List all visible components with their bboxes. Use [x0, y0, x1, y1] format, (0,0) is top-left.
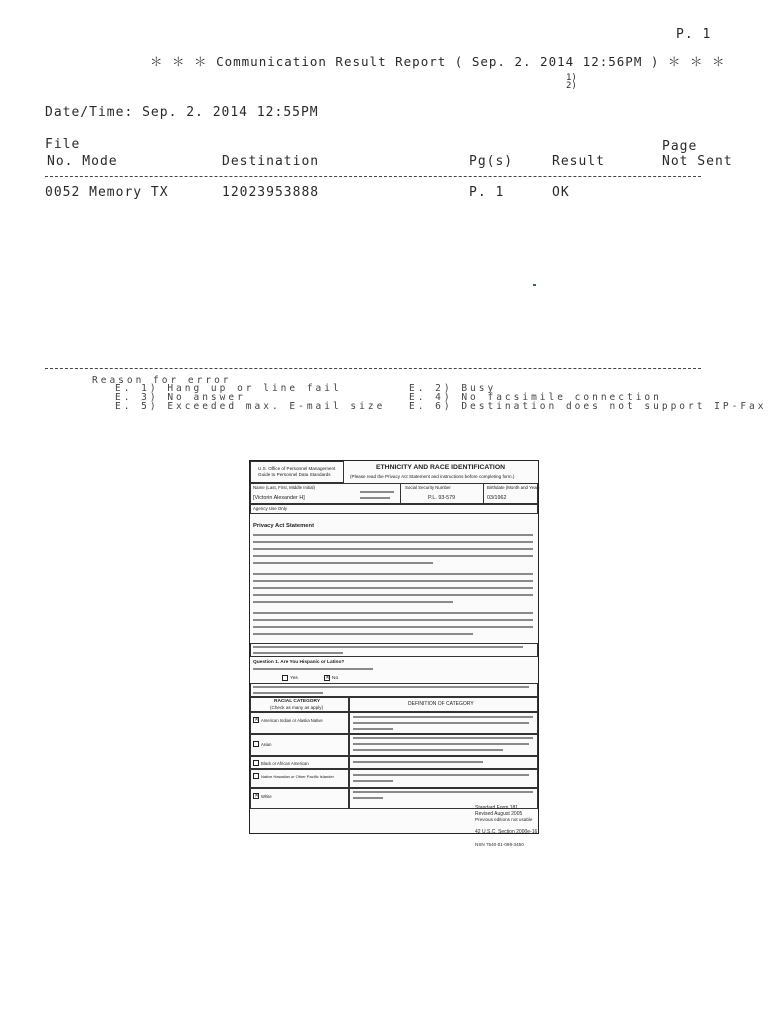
row-result: OK — [552, 185, 570, 200]
form-title: ETHNICITY AND RACE IDENTIFICATION — [376, 464, 506, 471]
race-def-hawaiian-1 — [353, 774, 529, 776]
birth-label: Birthdate (Month and Year) — [487, 485, 540, 490]
col-not-sent: Not Sent — [662, 154, 733, 169]
header-divider — [45, 176, 701, 177]
report-title: ＊ ＊ ＊ Communication Result Report ( Sep. 2. 2014 12:56PM ) ＊ ＊ ＊ — [150, 54, 726, 69]
form-footer-2: Revised August 2005 — [475, 811, 523, 817]
privacy-text-6 — [253, 573, 533, 575]
name-label: Name (Last, First, Middle Initial) — [253, 485, 315, 490]
race-label-asian: Asian — [261, 742, 272, 747]
privacy-text-14 — [253, 633, 473, 635]
form-subtitle: (Please read the Privacy Act Statement and instructions before completing form.) — [350, 474, 515, 479]
form-footer-3: Previous editions not usable — [475, 817, 533, 822]
question-2-text-2 — [253, 692, 323, 694]
row-no-mode: 0052 Memory TX — [45, 185, 169, 200]
col-result: Result — [552, 154, 605, 169]
reason-e5: E. 5) Exceeded max. E-mail size — [115, 401, 386, 412]
ethnicity-race-form — [249, 460, 539, 834]
form-footer-5: NSN 7540-01-099-3450 — [475, 842, 524, 847]
col-file: File — [45, 137, 81, 152]
race-def-asian-3 — [353, 749, 503, 751]
race-def-white-2 — [353, 797, 383, 799]
race-def-american-indian-1 — [353, 716, 533, 718]
race-row-rule-2 — [250, 755, 538, 757]
race-label-white: White — [261, 794, 272, 799]
privacy-text-8 — [253, 587, 533, 589]
side-mark-1: 1) — [566, 73, 577, 83]
race-checkbox-asian — [253, 741, 259, 747]
privacy-text-13 — [253, 626, 533, 628]
reason-e4: E. 4) No facsimile connection — [409, 392, 662, 403]
race-label-american-indian: American Indian or Alaska Native — [261, 718, 323, 723]
race-def-american-indian-2 — [353, 722, 529, 724]
q1-yes-checkbox — [282, 675, 288, 681]
privacy-heading: Privacy Act Statement — [253, 523, 315, 529]
race-checkbox-american-indian: × — [254, 716, 260, 723]
reason-e6: E. 6) Destination does not support IP-Fax — [409, 401, 767, 412]
col-pages: Pg(s) — [469, 154, 514, 169]
footer-divider — [45, 368, 701, 369]
race-row-rule-1 — [250, 733, 538, 735]
privacy-text-3 — [253, 548, 533, 550]
q1-yes-label: Yes — [290, 676, 298, 681]
instructions-text-1 — [253, 646, 523, 648]
question-1-text — [253, 668, 373, 670]
privacy-text-5 — [253, 562, 433, 564]
racial-category-sub: (Check as many as apply) — [270, 705, 324, 710]
race-def-black-1 — [353, 761, 483, 763]
col-destination: Destination — [222, 154, 320, 169]
race-def-american-indian-3 — [353, 728, 393, 730]
agency-line-1: U.S. Office of Personnel Management — [258, 466, 336, 471]
name-value: [Victorin Alexander H] — [253, 495, 305, 501]
ssn-value: P.L. 93-579 — [428, 495, 456, 501]
row-destination: 12023953888 — [222, 185, 320, 200]
race-checkbox-white: × — [254, 792, 260, 799]
side-mark-2: 2) — [566, 81, 577, 91]
form-footer-4: 42 U.S.C. Section 2000e-16 — [475, 829, 538, 835]
ssn-label: Social Security Number — [405, 485, 451, 490]
privacy-text-4 — [253, 555, 533, 557]
privacy-text-7 — [253, 580, 533, 582]
agency-line-2: Guide to Personnel Data Standards — [258, 472, 331, 477]
race-table-header-rule — [250, 711, 538, 713]
race-checkbox-hawaiian — [253, 773, 259, 779]
privacy-text-1 — [253, 534, 533, 536]
scan-speck — [533, 284, 536, 286]
privacy-text-9 — [253, 594, 533, 596]
question-1: Question 1. Are You Hispanic or Latino? — [253, 660, 345, 665]
privacy-text-10 — [253, 601, 453, 603]
birth-value: 03/1962 — [487, 495, 507, 501]
race-label-hawaiian: Native Hawaiian or Other Pacific Islander — [261, 774, 334, 779]
page-number: P. 1 — [676, 27, 712, 42]
reason-e3: E. 3) No answer — [115, 392, 246, 403]
race-label-black: Black or African American — [261, 761, 309, 766]
race-def-asian-1 — [353, 737, 533, 739]
form-footer-1: Standard Form 181 — [475, 805, 519, 811]
q1-no-label: No — [332, 676, 339, 681]
reason-e2: E. 2) Busy — [409, 383, 497, 394]
race-def-hawaiian-2 — [353, 780, 393, 782]
reason-e1: E. 1) Hang up or line fail — [115, 383, 342, 394]
instructions-text-2 — [253, 652, 343, 654]
row-pages: P. 1 — [469, 185, 505, 200]
race-row-rule-3 — [250, 768, 538, 770]
col-page: Page — [662, 139, 698, 154]
racial-category-header: RACIAL CATEGORY — [274, 699, 321, 704]
privacy-text-2 — [253, 541, 533, 543]
race-def-asian-2 — [353, 743, 529, 745]
agency-use-cell — [250, 504, 538, 514]
q1-no-checkbox: × — [325, 674, 331, 681]
race-def-white-1 — [353, 791, 533, 793]
report-datetime: Date/Time: Sep. 2. 2014 12:55PM — [45, 105, 319, 120]
ssn-note-stamp — [360, 491, 394, 493]
race-row-rule-4 — [250, 787, 538, 789]
reason-title: Reason for error — [92, 375, 232, 386]
question-2-text-1 — [253, 686, 529, 688]
race-table-divider — [348, 697, 350, 809]
col-no-mode: No. Mode — [47, 154, 118, 169]
privacy-text-12 — [253, 619, 533, 621]
race-checkbox-black — [253, 760, 259, 766]
privacy-text-11 — [253, 612, 533, 614]
agency-use-label: Agency Use Only — [253, 506, 287, 511]
ssn-note-stamp-2 — [360, 497, 390, 499]
definition-header: DEFINITION OF CATEGORY — [408, 701, 474, 707]
